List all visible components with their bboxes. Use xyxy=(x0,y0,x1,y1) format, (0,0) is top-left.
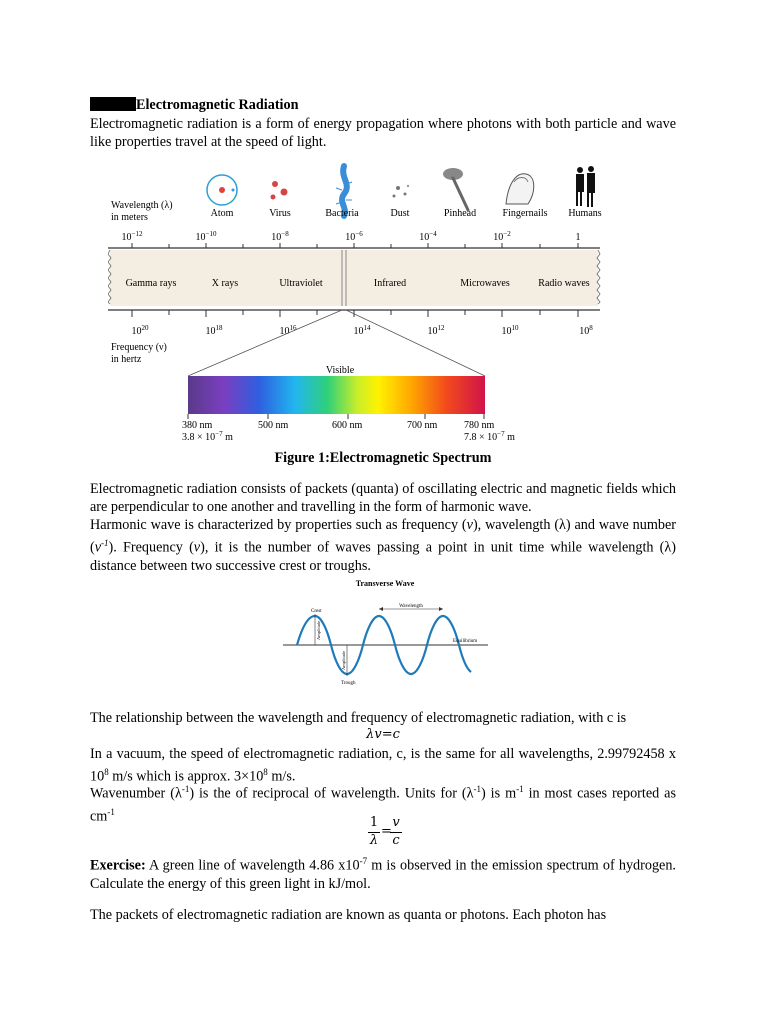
freq-tick-2: $10^{16}$ xyxy=(279,324,297,337)
virus-icon xyxy=(271,181,288,200)
wavelength-label-line2: in meters xyxy=(111,212,148,223)
heading-line xyxy=(90,97,298,114)
freq-tick-3: $10^{14}$ xyxy=(353,324,371,337)
frequency-label-line1: Frequency (ν) xyxy=(111,342,167,353)
wl-tick-3: $10^{-6}$ xyxy=(345,230,363,243)
object-label-bacteria: Bacteria xyxy=(325,208,359,219)
fingernail-icon xyxy=(506,174,534,204)
humans-icon xyxy=(576,166,595,207)
visible-tick-700: 700 nm xyxy=(407,420,438,431)
paragraph-exercise: Exercise: A green line of wavelength 4.86 $x10^{-7}$ m is observed in the emission spectrum of hydrogen. Calculate the energy of this green light in kJ/mol. xyxy=(90,856,676,892)
amplitude-label-lower: Amplitude xyxy=(341,650,346,670)
freq-tick-5: $10^{10}$ xyxy=(501,324,519,337)
visible-tick-380: 380 nm xyxy=(182,420,213,431)
atom-icon xyxy=(207,175,237,205)
crest-label: Crest xyxy=(311,609,322,614)
wave-title: Transverse Wave xyxy=(355,579,415,588)
freq-tick-0: $10^{20}$ xyxy=(131,324,149,337)
wavelength-label-line1: Wavelength (λ) xyxy=(111,200,173,211)
pinhead-icon xyxy=(443,168,468,210)
band-microwaves: Microwaves xyxy=(460,278,510,289)
paragraph-quanta: Electromagnetic radiation consists of packets (quanta) of oscillating electric and magnetic fields which are perpendicular to one another and travelling in the form of harmonic wave. xyxy=(90,481,676,515)
paragraph-relationship: The relationship between the wavelength and frequency of electromagnetic radiation, with c is xyxy=(90,710,627,726)
dust-icon xyxy=(393,185,410,198)
amplitude-label-upper: Amplitude xyxy=(316,620,321,640)
object-label-atom: Atom xyxy=(210,208,234,219)
freq-tick-1: $10^{18}$ xyxy=(205,324,223,337)
visible-label: Visible xyxy=(325,365,355,376)
intro-paragraph: Electromagnetic radiation is a form of energy propagation where photons with both particle and wave like properties travel at the speed of light. xyxy=(90,116,676,150)
visible-right-meters: $7.8 \times 10^{-7}$ m xyxy=(464,430,515,443)
spectrum-band xyxy=(110,250,598,306)
freq-tick-4: $10^{12}$ xyxy=(427,324,445,337)
visible-spectrum-strip xyxy=(188,376,485,414)
figure1-caption: Figure 1:Electromagnetic Spectrum xyxy=(274,450,492,466)
wavelength-label: Wavelength xyxy=(399,604,423,609)
object-label-dust: Dust xyxy=(390,208,410,219)
paragraph-speed-of-light: In a vacuum, the speed of electromagnetic radiation, c, is the same for all wavelengths, 2.99792458 x $10^8$ m/s which is approx. $3\times 10^8$ m/s. xyxy=(90,746,676,785)
object-label-pinhead: Pinhead xyxy=(443,208,477,219)
object-label-virus: Virus xyxy=(269,208,291,219)
visible-tick-600: 600 nm xyxy=(332,420,363,431)
freq-tick-6: $10^8$ xyxy=(579,324,593,337)
paragraph-wavenumber: Wavenumber $(\lambda^{-1})$ is the of reciprocal of wavelength. Units for $(\lambda^{-1})$ is $m^{-1}$ in most cases reported as $cm^{-1}$ xyxy=(90,784,676,825)
equilibrium-label: Equilibrium xyxy=(453,639,478,644)
band-radio-waves: Radio waves xyxy=(538,278,590,289)
band-gamma-rays: Gamma rays xyxy=(125,278,177,289)
paragraph-harmonic-wave: Harmonic wave is characterized by properties such as frequency (v), wavelength (λ) and wave number $(v^{-1})$. Frequency (v), it is the number of waves passing a point in unit time while wavelength (λ) distance between two successive crest or troughs. xyxy=(90,517,676,574)
wl-tick-1: $10^{-10}$ xyxy=(195,230,217,243)
redaction-block xyxy=(90,97,136,111)
wl-tick-6: 1 xyxy=(575,232,581,243)
wl-tick-0: $10^{-12}$ xyxy=(121,230,143,243)
transverse-wave-figure xyxy=(283,574,488,698)
band-infrared: Infrared xyxy=(373,278,407,289)
wl-tick-2: $10^{-8}$ xyxy=(271,230,289,243)
band-ultraviolet: Ultraviolet xyxy=(279,278,323,289)
electromagnetic-spectrum-figure xyxy=(108,160,608,450)
paragraph-photons: The packets of electromagnetic radiation are known as quanta or photons. Each photon has xyxy=(90,907,607,923)
frequency-label-line2: in hertz xyxy=(111,354,142,365)
object-label-humans: Humans xyxy=(568,208,602,219)
exercise-label: Exercise: xyxy=(90,857,146,874)
object-label-fingernails: Fingernails xyxy=(502,208,548,219)
visible-tick-780: 780 nm xyxy=(464,420,495,431)
visible-left-meters: $3.8 \times 10^{-7}$ m xyxy=(182,430,233,443)
wl-tick-5: $10^{-2}$ xyxy=(493,230,511,243)
equation-lambda-nu-c: λv=c xyxy=(366,727,400,742)
visible-tick-500: 500 nm xyxy=(258,420,289,431)
band-x-rays: X rays xyxy=(211,278,239,289)
trough-label: Trough xyxy=(341,681,356,686)
equation-wavenumber: 1 λ = v c xyxy=(366,815,406,851)
wl-tick-4: $10^{-4}$ xyxy=(419,230,437,243)
page-title: Electromagnetic Radiation xyxy=(136,97,299,113)
